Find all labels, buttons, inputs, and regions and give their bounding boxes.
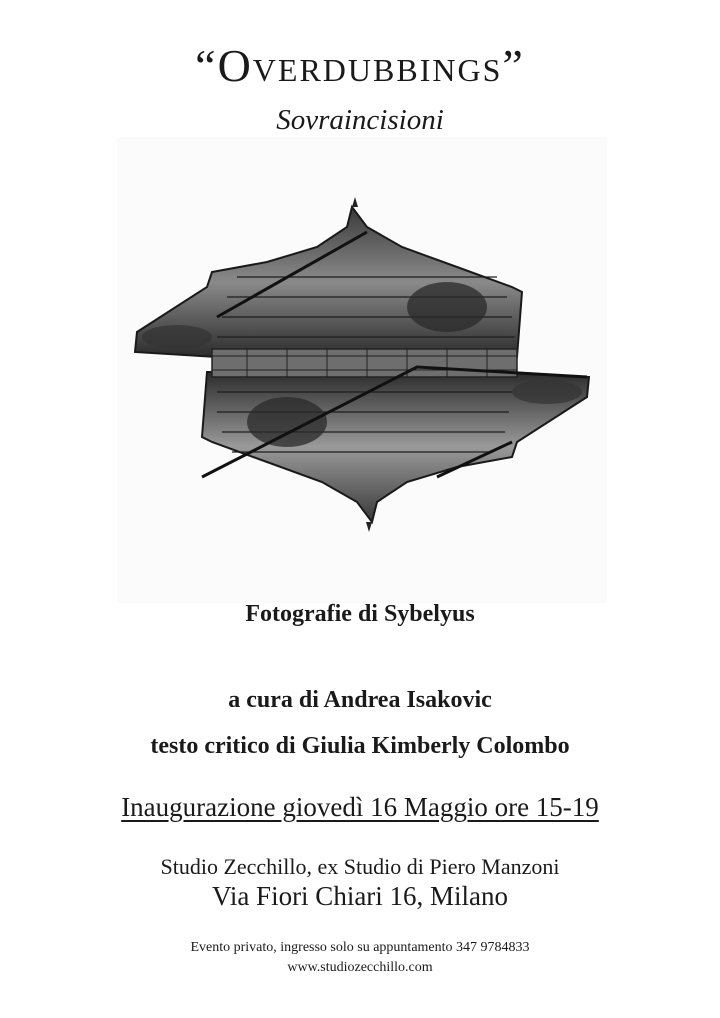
appointment-note: Evento privato, ingresso solo su appuntamento 347 9784833 <box>190 940 530 955</box>
opening-date-text: Inaugurazione giovedì 16 Maggio ore 15-19 <box>121 792 599 822</box>
critic-credit: testo critico di Giulia Kimberly Colombo <box>150 733 570 759</box>
website-link[interactable]: www.studiozecchillo.com <box>287 960 433 975</box>
venue-address: Via Fiori Chiari 16, Milano <box>211 881 509 911</box>
curator-credit: a cura di Andrea Isakovic <box>228 687 492 713</box>
artwork-photo <box>117 137 607 603</box>
opening-date <box>0 790 720 824</box>
photographer-credit: Fotografie di Sybelyus <box>245 601 475 627</box>
poster-title: “Overdubbings” <box>195 40 525 91</box>
mirrored-pagoda-photo-icon <box>117 137 607 603</box>
venue-name: Studio Zecchillo, ex Studio di Piero Manzoni <box>160 854 560 879</box>
poster-subtitle: Sovraincisioni <box>276 104 444 136</box>
